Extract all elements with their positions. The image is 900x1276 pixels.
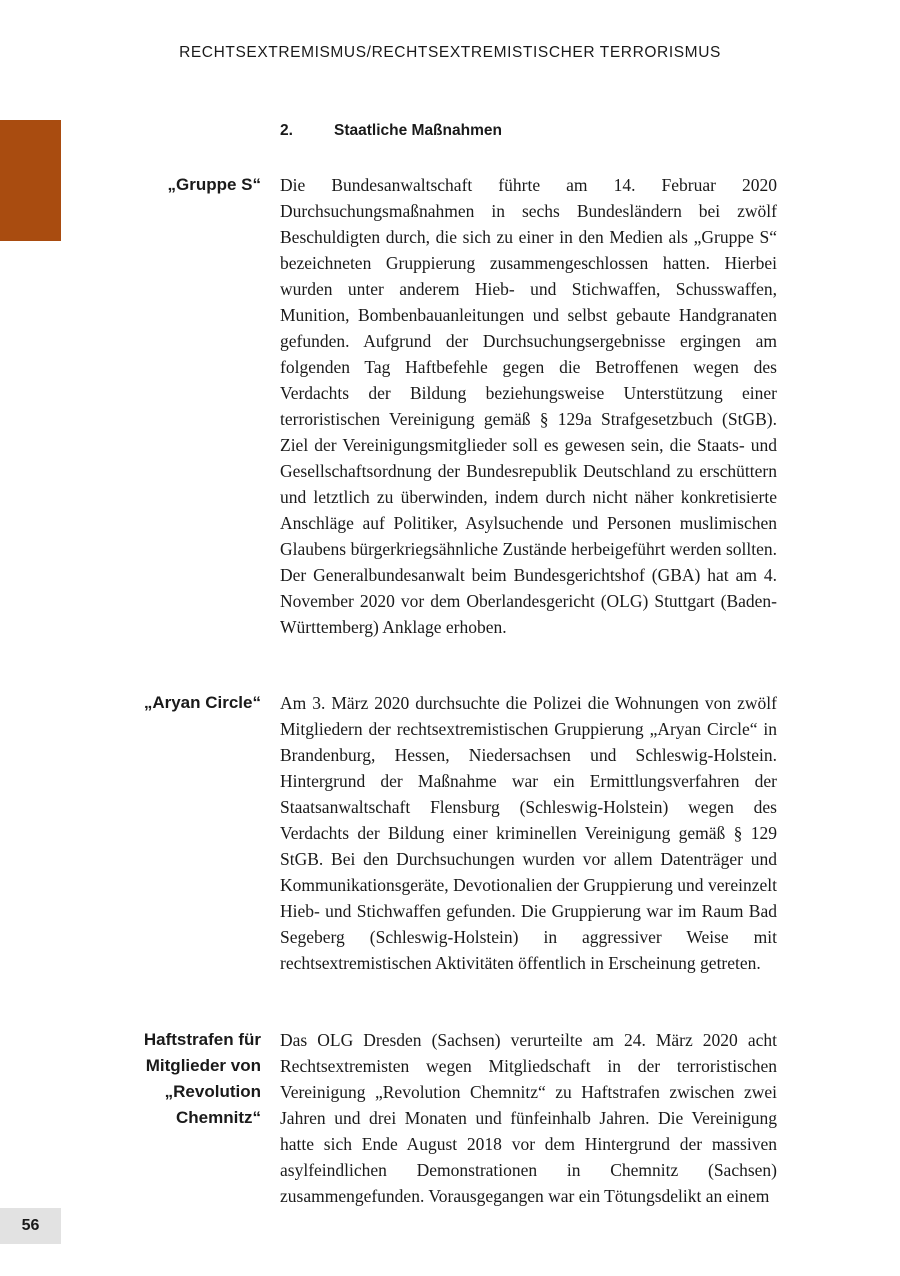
section-title: Staatliche Maßnahmen [334, 122, 502, 139]
paragraph-text: Am 3. März 2020 durchsuchte die Polizei die Wohnungen von zwölf Mitgliedern der rechtsextremistischen Gruppierung „Aryan Circle“ in Brandenburg, Hessen, Niedersachsen und Schleswig-Holstein. Hintergrund der Maßnahme war ein Ermittlungsverfahren der Staatsanwaltschaft Flensburg (Schleswig-Holstein) wegen des Verdachts der Bildung einer kriminellen Vereinigung gemäß § 129 StGB. Bei den Durchsuchungen wurden vor allem Datenträger und Kommunikationsgeräte, Devotionalien der Gruppierung und vereinzelt Hieb- und Stichwaffen gefunden. Die Gruppierung war im Raum Bad Segeberg (Schleswig-Holstein) in aggressiver Weise mit rechtsextremistischen Aktivitäten öffentlich in Erscheinung getreten. [280, 693, 777, 973]
running-header: RECHTSEXTREMISMUS/RECHTSEXTREMISTISCHER TERRORISMUS [179, 44, 721, 61]
section-number: 2. [280, 122, 293, 139]
paragraph-text: Die Bundesanwaltschaft führte am 14. Februar 2020 Durchsuchungsmaßnahmen in sechs Bundesländern bei zwölf Beschuldigten durch, die sich zu einer in den Medien als „Gruppe S“ bezeichneten Gruppierung zusammengeschlossen hatten. Hierbei wurden unter anderem Hieb- und Stichwaffen, Schusswaffen, Munition, Bombenbauanleitungen und selbst gebaute Handgranaten gefunden. Aufgrund der Durchsuchungsergebnisse ergingen am folgenden Tag Haftbefehle gegen die Betroffenen wegen des Verdachts der Bildung beziehungsweise Unterstützung einer terroristischen Vereinigung gemäß § 129a Strafgesetzbuch (StGB). Ziel der Vereinigungsmitglieder soll es gewesen sein, die Staats- und Gesellschaftsordnung der Bundesrepublik Deutschland zu erschüttern und letztlich zu überwinden, indem durch nicht näher konkretisierte Anschläge auf Politiker, Asylsuchende und Personen muslimischen Glaubens bürgerkriegsähnliche Zustände herbeigeführt werden sollten. Der Generalbundesanwalt beim Bundesgerichtshof (GBA) hat am 4. November 2020 vor dem Oberlandesgericht (OLG) Stuttgart (Baden-Württemberg) Anklage erhoben. [280, 175, 777, 637]
section-heading [280, 122, 502, 140]
margin-label: „Aryan Circle“ [143, 693, 261, 712]
margin-label: „Gruppe S“ [167, 175, 261, 194]
chapter-color-tab [0, 120, 61, 241]
margin-label: Haftstrafen für Mitglieder von „Revolution Chemnitz“ [143, 1030, 261, 1127]
paragraph-text: Das OLG Dresden (Sachsen) verurteilte am 24. März 2020 acht Rechtsextremisten wegen Mitgliedschaft in der terroristischen Vereinigung „Revolution Chemnitz“ zu Haftstrafen zwischen zwei Jahren und drei Monaten und fünfeinhalb Jahren. Die Vereinigung hatte sich Ende August 2018 vor dem Hintergrund der massiven asylfeindlichen Demonstrationen in Chemnitz (Sachsen) zusammengefunden. Vorausgegangen war ein Tötungsdelikt an einem [280, 1030, 777, 1206]
page-number: 56 [0, 1208, 61, 1244]
